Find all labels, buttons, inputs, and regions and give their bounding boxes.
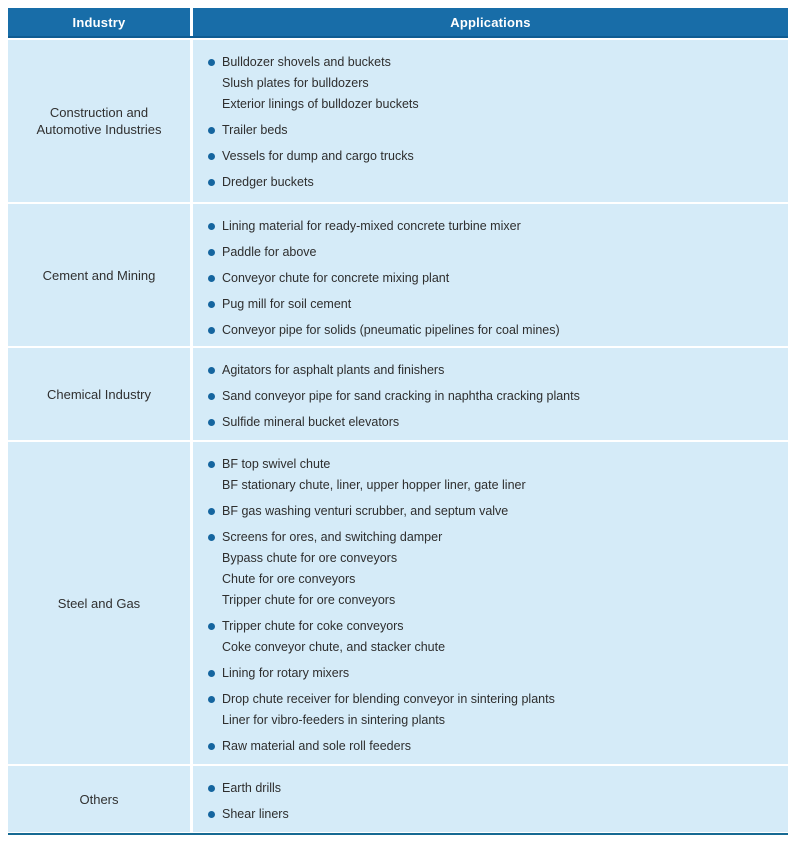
application-group (208, 216, 778, 237)
application-group (208, 242, 778, 263)
application-text: BF stationary chute, liner, upper hopper liner, gate liner (222, 478, 526, 492)
table-row (8, 348, 788, 440)
application-text: Sulfide mineral bucket elevators (222, 415, 400, 429)
bullet-icon (208, 367, 215, 374)
application-item (208, 736, 778, 757)
application-text: Coke conveyor chute, and stacker chute (222, 640, 446, 654)
application-group (208, 804, 778, 825)
bullet-icon (208, 153, 215, 160)
table-body (8, 40, 788, 832)
industry-cell (8, 348, 190, 440)
industry-label: Cement and Mining (42, 267, 156, 283)
application-group (208, 320, 778, 341)
industry-label: Construction and Automotive Industries (36, 105, 162, 137)
application-item (208, 146, 778, 167)
application-item (208, 242, 778, 263)
application-item (208, 548, 778, 569)
application-group (208, 527, 778, 611)
application-item (208, 216, 778, 237)
application-item (208, 569, 778, 590)
application-group (208, 52, 778, 115)
application-item (208, 360, 778, 381)
industry-label: Steel and Gas (57, 595, 141, 611)
bullet-icon (208, 623, 215, 630)
application-group (208, 663, 778, 684)
bullet-icon (208, 743, 215, 750)
table-row (8, 204, 788, 346)
application-item (208, 689, 778, 710)
industry-cell (8, 204, 190, 346)
application-text: Conveyor pipe for solids (pneumatic pipelines for coal mines) (222, 323, 560, 337)
header-industry: Industry (72, 14, 126, 30)
bullet-icon (208, 811, 215, 818)
application-text: Agitators for asphalt plants and finishers (222, 363, 445, 377)
application-text: Dredger buckets (222, 175, 314, 189)
industry-cell (8, 40, 190, 202)
bullet-icon (208, 127, 215, 134)
application-item (208, 527, 778, 548)
bullet-icon (208, 223, 215, 230)
application-text: Exterior linings of bulldozer buckets (222, 97, 419, 111)
application-group (208, 386, 778, 407)
application-text: Earth drills (222, 781, 282, 795)
application-text: Slush plates for bulldozers (222, 76, 369, 90)
application-item (208, 73, 778, 94)
application-item (208, 294, 778, 315)
table-header-row (8, 8, 788, 38)
applications-cell (193, 40, 788, 202)
bullet-icon (208, 785, 215, 792)
application-text: Bulldozer shovels and buckets (222, 55, 391, 69)
application-group (208, 360, 778, 381)
application-text: Raw material and sole roll feeders (222, 739, 411, 753)
application-item (208, 590, 778, 611)
application-item (208, 663, 778, 684)
application-text: Sand conveyor pipe for sand cracking in naphtha cracking plants (222, 389, 580, 403)
bullet-icon (208, 670, 215, 677)
application-text: Screens for ores, and switching damper (222, 530, 443, 544)
bullet-icon (208, 508, 215, 515)
application-group (208, 146, 778, 167)
application-item (208, 172, 778, 193)
application-text: Drop chute receiver for blending conveyor in sintering plants (222, 692, 555, 706)
application-item (208, 94, 778, 115)
bullet-icon (208, 179, 215, 186)
table-row (8, 442, 788, 764)
industry-label: Chemical Industry (46, 386, 152, 402)
bullet-icon (208, 275, 215, 282)
application-item (208, 268, 778, 289)
applications-cell (193, 204, 788, 346)
application-text: Liner for vibro-feeders in sintering plants (222, 713, 446, 727)
bullet-icon (208, 327, 215, 334)
bullet-icon (208, 461, 215, 468)
application-item (208, 778, 778, 799)
application-text: Conveyor chute for concrete mixing plant (222, 271, 450, 285)
application-item (208, 804, 778, 825)
bullet-icon (208, 249, 215, 256)
header-applications: Applications (450, 14, 531, 30)
application-text: Shear liners (222, 807, 289, 821)
industry-cell (8, 766, 190, 832)
bullet-icon (208, 301, 215, 308)
application-group (208, 778, 778, 799)
bullet-icon (208, 696, 215, 703)
application-text: Vessels for dump and cargo trucks (222, 149, 414, 163)
application-group (208, 412, 778, 433)
table-row (8, 766, 788, 832)
application-text: Paddle for above (222, 245, 317, 259)
application-item (208, 454, 778, 475)
table-bottom-border (8, 833, 788, 835)
industry-cell (8, 442, 190, 764)
application-text: Trailer beds (222, 123, 288, 137)
application-group (208, 172, 778, 193)
application-group (208, 454, 778, 496)
application-group (208, 736, 778, 757)
application-text: BF gas washing venturi scrubber, and septum valve (222, 504, 509, 518)
applications-cell (193, 442, 788, 764)
application-item (208, 501, 778, 522)
application-text: BF top swivel chute (222, 457, 331, 471)
application-item (208, 120, 778, 141)
bullet-icon (208, 419, 215, 426)
application-text: Chute for ore conveyors (222, 572, 356, 586)
application-group (208, 501, 778, 522)
application-text: Lining material for ready-mixed concrete turbine mixer (222, 219, 521, 233)
application-text: Tripper chute for ore conveyors (222, 593, 396, 607)
application-group (208, 120, 778, 141)
application-item (208, 475, 778, 496)
application-group (208, 294, 778, 315)
bullet-icon (208, 534, 215, 541)
application-item (208, 412, 778, 433)
application-item (208, 616, 778, 637)
bullet-icon (208, 59, 215, 66)
application-text: Bypass chute for ore conveyors (222, 551, 398, 565)
application-group (208, 268, 778, 289)
application-item (208, 637, 778, 658)
application-text: Pug mill for soil cement (222, 297, 352, 311)
application-item (208, 52, 778, 73)
application-group (208, 689, 778, 731)
industry-applications-table (8, 8, 788, 835)
application-item (208, 320, 778, 341)
table-row (8, 40, 788, 202)
industry-label: Others (79, 791, 119, 807)
application-item (208, 710, 778, 731)
application-group (208, 616, 778, 658)
application-item (208, 386, 778, 407)
applications-cell (193, 766, 788, 832)
applications-cell (193, 348, 788, 440)
application-text: Tripper chute for coke conveyors (222, 619, 404, 633)
bullet-icon (208, 393, 215, 400)
application-text: Lining for rotary mixers (222, 666, 350, 680)
